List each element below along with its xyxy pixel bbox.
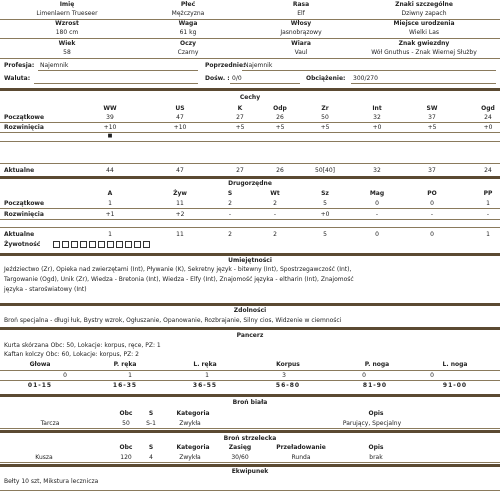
divider	[0, 219, 500, 220]
stat-cell: +5	[427, 124, 437, 131]
section-band	[0, 327, 500, 330]
weight-header: Waga	[178, 20, 198, 27]
wounds-label: Żywotność	[4, 241, 41, 248]
divider	[0, 208, 500, 209]
wound-box[interactable]	[125, 241, 132, 248]
stat-cell: 50	[321, 114, 329, 121]
armor-value: 0	[362, 372, 366, 379]
location-range: 36-55	[192, 382, 218, 389]
stat-cell: 0	[375, 200, 379, 207]
weapon-col-header: S	[148, 410, 154, 417]
exp-label: Dośw. :	[205, 75, 230, 82]
location-header: L. noga	[442, 361, 468, 368]
location-range: 01-15	[27, 382, 53, 389]
armor-value: 0	[430, 372, 434, 379]
field-line	[38, 70, 198, 71]
weapon-col-header: Obc	[119, 410, 133, 417]
stat-col-header: Ogd	[481, 105, 495, 112]
row-label: Początkowe	[4, 200, 45, 207]
location-header: P. noga	[364, 361, 390, 368]
weapon-col-header: Przeładowanie	[276, 444, 326, 451]
location-header: Korpus	[276, 361, 300, 368]
weapon-col-header: Opis	[368, 444, 384, 451]
field-line	[242, 70, 496, 71]
divider	[0, 122, 500, 123]
weapon-col-header: Kategoria	[176, 410, 210, 417]
field-line	[351, 83, 496, 84]
weapon-name: Tarcza	[40, 420, 60, 427]
stat-cell: 1	[108, 200, 112, 207]
row-label: Aktualne	[4, 167, 35, 174]
birthplace-value: Wielki Las	[408, 29, 440, 36]
divider	[0, 58, 500, 59]
stat-cell: 37	[428, 167, 436, 174]
stat-cell: 26	[276, 114, 284, 121]
skills-line: Targowanie (Ogd), Unik (Zr), Wiedza - Bretonia (Int), Wiedza - Elfy (Int), Znajomość języka - eltharin (Int), Znajomość	[4, 276, 354, 283]
eyes-value: Czarny	[177, 49, 199, 56]
row-label: Rozwinięcia	[4, 124, 44, 131]
stat-cell: 47	[176, 167, 184, 174]
weapon-cell: Runda	[291, 454, 311, 461]
stat-col-header: Żyw	[173, 190, 187, 197]
armor-line: Kurta skórzana Obc: 50, Lokacje: korpus, ręce, PZ: 1	[4, 342, 161, 349]
stat-col-header: WW	[103, 105, 117, 112]
armor-title: Pancerz	[236, 332, 264, 339]
stat-cell: 27	[236, 114, 244, 121]
armor-value: 3	[282, 372, 286, 379]
eyes-header: Oczy	[179, 40, 197, 47]
equipment-text: Bełty 10 szt, Mikstura lecznicza	[4, 478, 99, 485]
stat-col-header: Zr	[321, 105, 329, 112]
divider	[0, 370, 500, 371]
stat-cell: 2	[273, 231, 277, 238]
marks-value: Dziwny zapach	[401, 10, 447, 17]
section-band	[0, 394, 500, 397]
weapon-cell: 30/60	[231, 454, 249, 461]
stat-col-header: K	[237, 105, 243, 112]
weapon-col-header: Zasięg	[228, 444, 252, 451]
stat-cell: -	[273, 211, 277, 218]
stat-cell: 2	[228, 231, 232, 238]
stat-cell: 39	[106, 114, 114, 121]
row-label: Rozwinięcia	[4, 211, 44, 218]
location-header: Głowa	[29, 361, 51, 368]
starsign-value: Wół Gnuthus - Znak Wiernej Służby	[371, 49, 477, 56]
stat-cell: -	[375, 211, 379, 218]
stat-cell: -	[430, 211, 434, 218]
money-label: Waluta:	[4, 75, 31, 82]
stat-cell: 47	[176, 114, 184, 121]
location-header: P. ręka	[113, 361, 137, 368]
wound-box[interactable]	[98, 241, 105, 248]
load-label: Obciążenie:	[306, 75, 346, 82]
stat-cell: 2	[273, 200, 277, 207]
divider	[0, 132, 500, 133]
stat-col-header: PP	[483, 190, 493, 197]
weapon-cell: Zwykła	[179, 454, 201, 461]
stat-cell: 5	[323, 231, 327, 238]
stat-col-header: Mag	[369, 190, 385, 197]
starsign-header: Znak gwiezdny	[398, 40, 450, 47]
stat-cell: +5	[275, 124, 285, 131]
stat-cell: +2	[175, 211, 185, 218]
stat-cell: 5	[323, 200, 327, 207]
stat-cell: 37	[428, 114, 436, 121]
talents-title: Zdolności	[233, 307, 267, 314]
advance-marker: ■	[107, 133, 113, 139]
stat-cell: +0	[320, 211, 330, 218]
stat-cell: 27	[236, 167, 244, 174]
name-value: Limenlaern Trueseer	[36, 10, 98, 17]
field-line	[34, 83, 198, 84]
armor-value: 1	[205, 372, 209, 379]
section-band	[0, 176, 500, 179]
row-label: Początkowe	[4, 114, 45, 121]
stat-cell: +5	[320, 124, 330, 131]
hair-header: Włosy	[290, 20, 312, 27]
stat-col-header: PO	[427, 190, 437, 197]
skills-line: Jeździectwo (Zr), Opieka nad zwierzętami (Int), Pływanie (K), Sekretny język - bitewny (Int), Spostrzegawczość (Int),	[4, 266, 352, 273]
weapon-cell: S-1	[146, 420, 156, 427]
stat-cell: 2	[228, 200, 232, 207]
weapon-cell: 4	[149, 454, 153, 461]
divider	[0, 380, 500, 381]
stat-cell: 44	[106, 167, 114, 174]
armor-value: 1	[128, 372, 132, 379]
gender-header: Płeć	[180, 1, 196, 8]
gender-value: Mężczyzna	[171, 10, 205, 17]
weapon-col-header: Obc	[119, 444, 133, 451]
stat-cell: 24	[484, 114, 492, 121]
stat-cell: +10	[173, 124, 187, 131]
wound-box[interactable]	[71, 241, 78, 248]
ranged-title: Broń strzelecka	[223, 435, 277, 442]
row-label: Aktualne	[4, 231, 35, 238]
weapon-cell: Parujący, Specjalny	[342, 420, 402, 427]
height-value: 180 cm	[55, 29, 79, 36]
divider	[0, 163, 500, 164]
previous-value: Najemnik	[244, 62, 273, 69]
stat-cell: +5	[235, 124, 245, 131]
weapon-cell: Zwykła	[179, 420, 201, 427]
wound-box[interactable]	[62, 241, 69, 248]
stat-col-header: SW	[426, 105, 438, 112]
weapon-col-header: Kategoria	[176, 444, 210, 451]
armor-value: 0	[63, 372, 67, 379]
stat-cell: +10	[103, 124, 117, 131]
faith-header: Wiara	[291, 40, 311, 47]
location-range: 56-80	[275, 382, 301, 389]
stat-cell: 0	[375, 231, 379, 238]
field-line	[230, 83, 300, 84]
weapon-col-header: Opis	[368, 410, 384, 417]
divider	[0, 490, 500, 491]
age-header: Wiek	[58, 40, 76, 47]
wound-box[interactable]	[89, 241, 96, 248]
stat-cell: 0	[430, 231, 434, 238]
stat-col-header: Int	[372, 105, 382, 112]
section-band	[0, 88, 500, 91]
stat-cell: 24	[484, 167, 492, 174]
weapon-col-header: S	[148, 444, 154, 451]
stat-cell: 32	[373, 114, 381, 121]
weapon-cell: 120	[120, 454, 132, 461]
stat-cell: 32	[373, 167, 381, 174]
main-stats-title: Cechy	[239, 94, 261, 101]
wound-box[interactable]	[134, 241, 141, 248]
profession-label: Profesja:	[4, 62, 35, 69]
wound-box[interactable]	[116, 241, 123, 248]
divider	[0, 38, 500, 39]
stat-cell: 0	[430, 200, 434, 207]
wound-box[interactable]	[143, 241, 150, 248]
race-header: Rasa	[292, 1, 310, 8]
birthplace-header: Miejsce urodzenia	[393, 20, 455, 27]
exp-value: 0/0	[232, 75, 242, 82]
marks-header: Znaki szczególne	[395, 1, 453, 8]
load-value: 300/270	[353, 75, 378, 82]
secondary-stats-title: Drugorzędne	[228, 180, 272, 187]
weapon-cell: brak	[369, 454, 383, 461]
height-header: Wzrost	[55, 20, 79, 27]
wound-box[interactable]	[107, 241, 114, 248]
section-band	[0, 464, 500, 467]
stat-col-header: Odp	[273, 105, 287, 112]
stat-cell: 11	[176, 231, 184, 238]
weapon-name: Kusza	[35, 454, 53, 461]
stat-cell: 1	[108, 231, 112, 238]
stat-col-header: US	[175, 105, 185, 112]
equipment-title: Ekwipunek	[231, 468, 269, 475]
weapon-cell: 50	[122, 420, 130, 427]
age-value: 58	[63, 49, 71, 56]
hair-value: Jasnobrązowy	[280, 29, 322, 36]
skills-line: języka - staroświatowy (Int)	[4, 286, 87, 293]
previous-label: Poprzednie:	[205, 62, 246, 69]
stat-cell: 50[40]	[315, 167, 335, 174]
faith-value: Vaul	[294, 49, 308, 56]
stat-col-header: Wt	[270, 190, 280, 197]
location-range: 91-00	[442, 382, 468, 389]
section-band	[0, 303, 500, 306]
stat-cell: +1	[105, 211, 115, 218]
section-band	[0, 253, 500, 256]
divider	[0, 462, 500, 463]
location-range: 16-35	[112, 382, 138, 389]
stat-cell: 26	[276, 167, 284, 174]
name-header: Imię	[59, 1, 75, 8]
stat-col-header: Sz	[321, 190, 329, 197]
stat-cell: 1	[486, 200, 490, 207]
stat-cell: +0	[483, 124, 493, 131]
melee-title: Broń biała	[232, 399, 268, 406]
stat-cell: 11	[176, 200, 184, 207]
stat-col-header: S	[227, 190, 233, 197]
wound-box[interactable]	[53, 241, 60, 248]
talents-text: Broń specjalna - długi łuk, Bystry wzrok, Ogłuszanie, Opanowanie, Rozbrajanie, Silny cios, Widzenie w ciemności	[4, 317, 342, 324]
location-range: 81-90	[362, 382, 388, 389]
stat-cell: -	[486, 211, 490, 218]
wound-box[interactable]	[80, 241, 87, 248]
stat-cell: 1	[486, 231, 490, 238]
weight-value: 61 kg	[179, 29, 197, 36]
location-header: L. ręka	[193, 361, 217, 368]
divider	[0, 141, 500, 142]
divider	[0, 227, 500, 228]
stat-col-header: A	[107, 190, 113, 197]
stat-cell: -	[228, 211, 232, 218]
stat-cell: +0	[372, 124, 382, 131]
race-value: Elf	[297, 10, 305, 17]
divider	[0, 428, 500, 429]
armor-line: Kaftan kolczy Obc: 60, Lokacje: korpus, PZ: 2	[4, 351, 139, 358]
skills-title: Umiejętności	[228, 257, 272, 264]
section-band	[0, 430, 500, 433]
profession-value: Najemnik	[40, 62, 69, 69]
